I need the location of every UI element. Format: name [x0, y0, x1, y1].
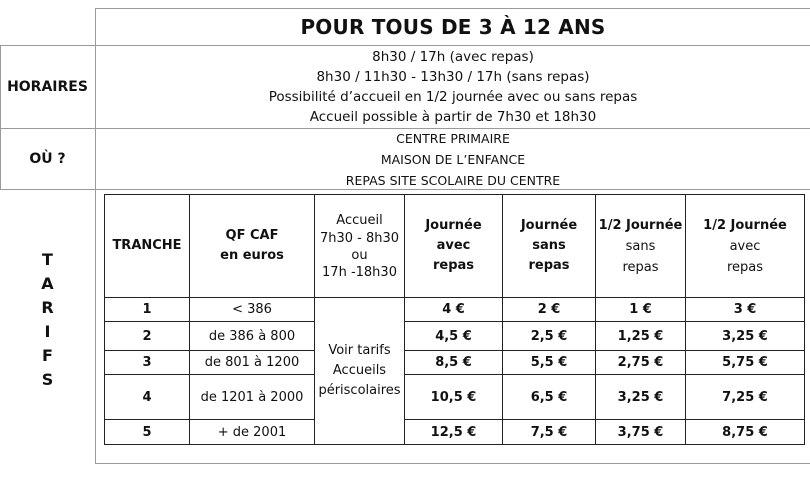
header-line: repas — [528, 258, 570, 273]
header-line: repas — [432, 258, 475, 273]
accueil-note-line: Voir tarifs — [328, 343, 391, 358]
cell-demi-sans: 3,75 € — [596, 420, 686, 445]
cell-tranche: 4 — [105, 375, 190, 420]
cell-journee-sans: 6,5 € — [503, 375, 596, 420]
cell-journee-avec: 4,5 € — [405, 322, 503, 351]
cell-qf: de 801 à 1200 — [190, 351, 315, 375]
header-accueil-line: 7h30 - 8h30 — [319, 231, 400, 246]
header-journee-avec-repas — [405, 195, 503, 298]
header-demi-journee-avec-repas — [686, 195, 805, 298]
header-demi-journee-sans-repas — [596, 195, 686, 298]
ou-line: REPAS SITE SCOLAIRE DU CENTRE — [345, 172, 561, 188]
header-accueil-line: ou — [351, 248, 368, 263]
cell-demi-sans: 2,75 € — [596, 351, 686, 375]
horaires-line: Possibilité d’accueil en 1/2 journée avec ou sans repas — [268, 89, 638, 105]
cell-journee-avec: 12,5 € — [405, 420, 503, 445]
ou-text — [96, 129, 810, 189]
cell-accueil-note — [315, 298, 405, 445]
cell-demi-sans: 3,25 € — [596, 375, 686, 420]
tarifs-letter: A — [41, 273, 54, 293]
table-row — [105, 322, 805, 351]
header-line: Journée — [520, 218, 578, 233]
cell-qf: de 386 à 800 — [190, 322, 315, 351]
table-row — [105, 351, 805, 375]
cell-demi-avec: 7,25 € — [686, 375, 805, 420]
cell-qf: de 1201 à 2000 — [190, 375, 315, 420]
header-accueil — [315, 195, 405, 298]
header-qf — [190, 195, 315, 298]
header-tranche: TRANCHE — [105, 195, 190, 298]
cell-journee-avec: 4 € — [405, 298, 503, 322]
table-header-row — [105, 195, 805, 298]
header-line: 1/2 Journée — [598, 217, 683, 233]
cell-journee-avec: 10,5 € — [405, 375, 503, 420]
cell-tranche: 2 — [105, 322, 190, 351]
table-row — [105, 298, 805, 322]
horaires-line: 8h30 / 17h (avec repas) — [372, 49, 534, 65]
header-line: sans — [532, 238, 566, 253]
cell-demi-avec: 5,75 € — [686, 351, 805, 375]
ou-line: CENTRE PRIMAIRE — [396, 130, 510, 146]
tarifs-letter: R — [41, 297, 54, 317]
cell-qf: + de 2001 — [190, 420, 315, 445]
accueil-note-line: Accueils — [332, 363, 387, 378]
header-line: avec — [729, 238, 761, 254]
cell-tranche: 1 — [105, 298, 190, 322]
cell-qf: < 386 — [190, 298, 315, 322]
horaires-line: 8h30 / 11h30 - 13h30 / 17h (sans repas) — [316, 69, 590, 85]
header-line: avec — [436, 238, 471, 253]
header-qf-line2: en euros — [220, 248, 284, 263]
page-title: POUR TOUS DE 3 À 12 ANS — [300, 15, 606, 39]
grid-bottom-line — [95, 463, 810, 464]
horaires-text — [96, 46, 810, 128]
table-row — [105, 375, 805, 420]
header-accueil-line: Accueil — [336, 213, 383, 228]
tarifs-label — [0, 190, 95, 463]
header-accueil-line: 17h -18h30 — [322, 265, 397, 280]
tarifs-letter: I — [44, 321, 51, 341]
cell-demi-sans: 1 € — [596, 298, 686, 322]
tarifs-letter: S — [41, 369, 54, 389]
cell-demi-avec: 8,75 € — [686, 420, 805, 445]
cell-demi-sans: 1,25 € — [596, 322, 686, 351]
tarifs-letter: F — [42, 345, 53, 365]
header-line: Journée — [425, 218, 482, 233]
horaires-line: Accueil possible à partir de 7h30 et 18h30 — [309, 109, 597, 125]
cell-journee-sans: 7,5 € — [503, 420, 596, 445]
cell-journee-sans: 2,5 € — [503, 322, 596, 351]
header-journee-sans-repas — [503, 195, 596, 298]
ou-label: OÙ ? — [29, 151, 66, 167]
cell-journee-avec: 8,5 € — [405, 351, 503, 375]
cell-demi-avec: 3 € — [686, 298, 805, 322]
header-qf-line1: QF CAF — [225, 228, 279, 243]
horaires-label: HORAIRES — [7, 79, 88, 95]
header-line: sans — [625, 238, 656, 254]
header-line: repas — [726, 259, 764, 275]
cell-tranche: 5 — [105, 420, 190, 445]
table-row — [105, 420, 805, 445]
ou-line: MAISON DE L’ENFANCE — [380, 151, 526, 167]
header-line: 1/2 Journée — [703, 217, 787, 233]
cell-journee-sans: 2 € — [503, 298, 596, 322]
tarifs-table — [104, 194, 805, 445]
cell-tranche: 3 — [105, 351, 190, 375]
cell-journee-sans: 5,5 € — [503, 351, 596, 375]
header-line: repas — [622, 259, 659, 275]
accueil-note-line: périscolaires — [318, 383, 401, 398]
cell-demi-avec: 3,25 € — [686, 322, 805, 351]
tarifs-letter: T — [42, 249, 53, 269]
